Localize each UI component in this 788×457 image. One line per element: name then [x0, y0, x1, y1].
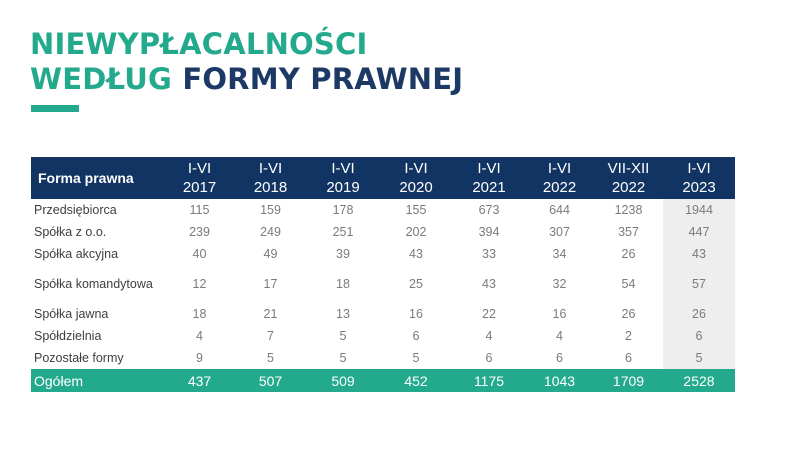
row-label: Przedsiębiorca	[34, 203, 117, 217]
table-cell: 357	[618, 225, 639, 239]
title-line-2-green: WEDŁUG	[30, 62, 173, 96]
row-label: Spółka akcyjna	[34, 247, 119, 261]
column-year: 2020	[399, 179, 433, 196]
table-cell: 22	[482, 307, 496, 321]
row-label: Spółka z o.o.	[34, 225, 107, 239]
table-cell: 57	[663, 265, 735, 303]
column-period: VII-XII	[607, 160, 650, 177]
table-cell: 16	[409, 307, 423, 321]
total-cell: 1175	[453, 369, 525, 392]
title-accent-bar	[31, 105, 79, 112]
row-label: Spółdzielnia	[34, 329, 102, 343]
table-cell: 39	[336, 247, 350, 261]
column-header	[453, 157, 525, 199]
table-cell: 18	[192, 307, 207, 321]
column-period: I-VI	[687, 160, 711, 177]
table-cell: 394	[478, 225, 500, 239]
column-header	[525, 157, 594, 199]
table-cell: 673	[478, 203, 500, 217]
table-row	[31, 325, 735, 347]
table-cell: 16	[552, 307, 567, 321]
table-cell: 5	[339, 351, 347, 365]
table-cell: 115	[189, 203, 210, 217]
table-cell: 26	[621, 247, 636, 261]
total-cell: 507	[234, 369, 307, 392]
table-cell: 26	[621, 307, 636, 321]
table-cell: 49	[263, 247, 278, 261]
table-cell: 26	[663, 303, 735, 325]
total-cell: 509	[307, 369, 379, 392]
table-cell: 33	[482, 247, 496, 261]
row-label: Pozostałe formy	[34, 351, 124, 365]
page-title	[30, 27, 463, 97]
table-cell: 307	[549, 225, 570, 239]
table-cell: 34	[552, 247, 567, 261]
title-line-1: NIEWYPŁACALNOŚCI	[30, 27, 368, 61]
table-cell: 155	[405, 203, 427, 217]
column-header	[594, 157, 663, 199]
table-cell: 178	[332, 203, 354, 217]
table-cell: 43	[482, 277, 496, 291]
table-cell: 239	[189, 225, 210, 239]
table-cell: 5	[663, 347, 735, 369]
table-cell: 21	[263, 307, 278, 321]
table-row	[31, 303, 735, 325]
table-cell: 54	[621, 277, 636, 291]
column-year: 2018	[253, 179, 288, 196]
table-cell: 43	[409, 247, 423, 261]
column-period: I-VI	[331, 160, 355, 177]
table-cell: 202	[405, 225, 427, 239]
table-cell: 7	[267, 329, 274, 343]
table-row	[31, 243, 735, 265]
total-row	[31, 369, 735, 392]
table-header-row	[31, 157, 735, 199]
column-period: I-VI	[477, 160, 501, 177]
column-year: 2017	[182, 179, 217, 196]
column-period: I-VI	[187, 160, 212, 177]
table-cell: 249	[260, 225, 281, 239]
table-cell: 6	[625, 351, 632, 365]
column-header	[307, 157, 379, 199]
row-label: Spółka komandytowa	[34, 277, 153, 291]
title-line-2-navy: FORMY PRAWNEJ	[182, 62, 464, 96]
table-cell: 4	[556, 329, 563, 343]
table-cell: 18	[336, 277, 350, 291]
total-cell: 1043	[525, 369, 594, 392]
table-row	[31, 265, 735, 303]
table-cell: 447	[663, 221, 735, 243]
table-cell: 25	[409, 277, 423, 291]
column-header	[379, 157, 453, 199]
column-period: I-VI	[547, 160, 572, 177]
table-cell: 159	[260, 203, 281, 217]
table-cell: 2	[625, 329, 632, 343]
table-cell: 43	[663, 243, 735, 265]
table-cell: 6	[556, 351, 563, 365]
table-cell: 5	[412, 351, 420, 365]
total-cell: 1709	[594, 369, 663, 392]
total-label: Ogółem	[31, 369, 165, 392]
header-corner-label: Forma prawna	[31, 157, 165, 199]
row-label: Spółka jawna	[34, 307, 109, 321]
table-cell: 13	[336, 307, 350, 321]
column-header	[663, 157, 735, 199]
table-cell: 6	[485, 351, 493, 365]
table-cell: 32	[552, 277, 567, 291]
table-cell: 12	[192, 277, 207, 291]
table-cell: 251	[332, 225, 354, 239]
table-cell: 1238	[614, 203, 643, 217]
table-cell: 6	[412, 329, 420, 343]
column-year: 2019	[326, 179, 360, 196]
total-cell: 437	[165, 369, 234, 392]
table-cell: 9	[196, 351, 203, 365]
table-cell: 5	[267, 351, 274, 365]
column-year: 2022	[542, 179, 577, 196]
table-cell: 17	[263, 277, 278, 291]
total-cell: 452	[379, 369, 453, 392]
column-year: 2023	[682, 179, 716, 196]
table-row	[31, 221, 735, 243]
table-cell: 4	[485, 329, 493, 343]
table-cell: 4	[196, 329, 203, 343]
table-cell: 6	[663, 325, 735, 347]
total-cell: 2528	[663, 369, 735, 392]
column-year: 2022	[611, 179, 646, 196]
column-period: I-VI	[404, 160, 428, 177]
column-header	[165, 157, 234, 199]
table-cell: 1944	[663, 199, 735, 221]
table-row	[31, 347, 735, 369]
insolvency-table	[31, 157, 735, 392]
column-period: I-VI	[258, 160, 283, 177]
table-cell: 40	[192, 247, 207, 261]
table-cell: 5	[339, 329, 347, 343]
column-header	[234, 157, 307, 199]
table-cell: 644	[549, 203, 570, 217]
table-row	[31, 199, 735, 221]
column-year: 2021	[472, 179, 506, 196]
